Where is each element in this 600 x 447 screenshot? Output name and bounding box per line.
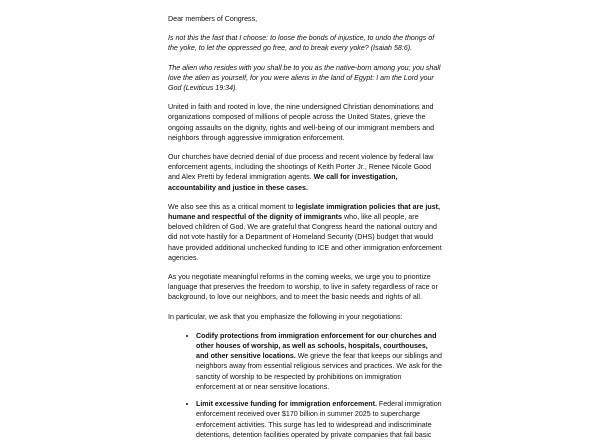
bullet-dot-icon [186,403,188,405]
paragraph-churches-decried [168,152,442,193]
bullet-1-body: We grieve the fear that keeps our siblings and neighbors away from essential religious services and practices. We ask for the sanctity of worship to be respected by prohibitions on immigration enforcement at or near sensitive locations. [196,352,442,391]
scripture-quote-isaiah: Is not this the fast that I choose: to loose the bonds of injustice, to undo the thongs of the yoke, to let the oppressed go free, and to break every yoke? (Isaiah 58:6). [168,34,435,53]
paragraph-critical-moment [168,202,442,263]
salutation: Dear members of Congress, [168,15,258,23]
paragraph-in-particular: In particular, we ask that you emphasize the following in your negotiations: [168,312,403,321]
paragraph-churches-lead: Our churches have decried denial of due process and recent violence by federal law enforcement agents, including the shootings of Keith Porter Jr., Renee Nicole Good and Alex Pretti by federal immigration agents. [168,153,434,182]
paragraph-critical-lead: We also see this as a critical moment to [168,202,296,211]
bullet-dot-icon [186,335,188,337]
paragraph-churches-call-to-action: We call for investigation, accountability and justice in these cases. [168,173,398,192]
list-item [186,399,442,440]
paragraph-critical-emphasis: legislate immigration policies that are just, humane and respectful of the dignity of immigrants [168,202,441,222]
scripture-quote-leviticus: The alien who resides with you shall be to you as the native-born among you; you shall love the alien as yourself, for you were aliens in the land of Egypt: I am the Lord your God (Leviticus 19:34). [168,63,441,93]
paragraph-united-in-faith: United in faith and rooted in love, the nine undersigned Christian denominations and organizations composed of millions of people across the United States, grieve the ongoing assaults on the dignity, rights and well-being of our immigrant members and neighbors through aggressive immigration enforcement. [168,103,435,142]
paragraph-negotiate-reforms: As you negotiate meaningful reforms in the coming weeks, we urge you to prioritize language that preserves the freedom to worship, to live in safety regardless of race or background, to love our neighbors, and to meet the basic needs and rights of all. [168,273,438,302]
list-item [186,331,442,392]
bullet-2-heading: Limit excessive funding for immigration enforcement. [196,400,377,409]
paragraph-critical-tail: who, like all people, are beloved children of God. We are grateful that Congress heard the national outcry and did not vote hastily for a Department of Homeland Security (DHS) budget that would have provided additional unchecked funding to ICE and other immigration enforcement agencies. [168,213,442,262]
letter-body [168,14,442,447]
requests-list [168,331,442,440]
bullet-2-body: Federal immigration enforcement received over $170 billion in summer 2025 to supercharge enforcement activities. This surge has led to widespread and indiscriminate detentions, detention facilities operated by private companies that fail basic [196,400,442,439]
bullet-1-heading: Codify protections from immigration enforcement for our churches and other houses of worship, as well as schools, hospitals, courthouses, and other sensitive locations. [196,331,437,361]
